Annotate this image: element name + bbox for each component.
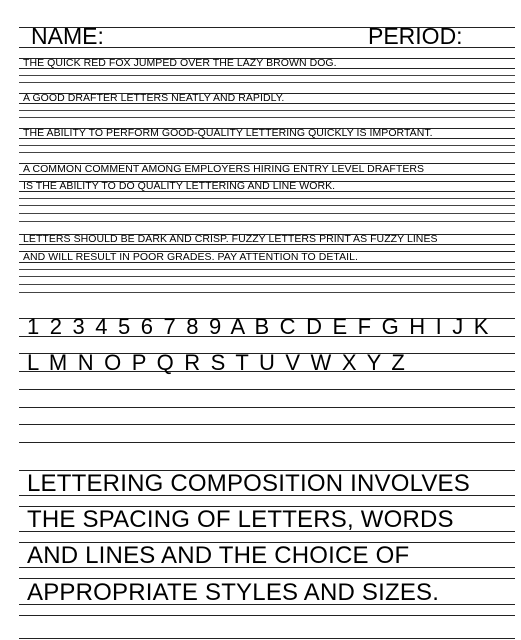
practice-sentence: A GOOD DRAFTER LETTERS NEATLY AND RAPIDLY.	[23, 92, 285, 104]
practice-sentence: THE ABILITY TO PERFORM GOOD-QUALITY LETTERING QUICKLY IS IMPORTANT.	[23, 127, 433, 139]
guide-line	[19, 205, 515, 206]
guide-line	[19, 615, 515, 616]
guide-line	[19, 292, 515, 293]
guide-line	[19, 75, 515, 76]
composition-line: AND LINES AND THE CHOICE OF	[27, 542, 410, 569]
composition-line: APPROPRIATE STYLES AND SIZES.	[27, 579, 440, 606]
guide-line	[19, 284, 515, 285]
composition-line: LETTERING COMPOSITION INVOLVES	[27, 470, 470, 497]
practice-sentence: A COMMON COMMENT AMONG EMPLOYERS HIRING ENTRY LEVEL DRAFTERS	[23, 163, 425, 175]
guide-line	[19, 198, 515, 199]
alphabet-line-1: 1 2 3 4 5 6 7 8 9 A B C D E F G H I J K	[27, 314, 491, 339]
practice-sentence: LETTERS SHOULD BE DARK AND CRISP. FUZZY LETTERS PRINT AS FUZZY LINES	[23, 233, 438, 245]
name-label: NAME:	[31, 23, 104, 49]
guide-line	[19, 110, 515, 111]
guide-line	[19, 152, 515, 153]
guide-line	[19, 145, 515, 146]
composition-line: THE SPACING OF LETTERS, WORDS	[27, 506, 454, 533]
guide-line	[19, 442, 515, 443]
period-label: PERIOD:	[368, 23, 463, 49]
guide-line	[19, 221, 515, 222]
guide-line	[19, 82, 515, 83]
alphabet-line-2: L M N O P Q R S T U V W X Y Z	[27, 350, 408, 375]
guide-line	[19, 424, 515, 425]
practice-sentence: THE QUICK RED FOX JUMPED OVER THE LAZY BROWN DOG.	[23, 57, 337, 69]
guide-line	[19, 213, 515, 214]
guide-line	[19, 276, 515, 277]
guide-line	[19, 389, 515, 390]
guide-line	[19, 269, 515, 270]
guide-line	[19, 117, 515, 118]
guide-line	[19, 638, 515, 639]
guide-line	[19, 407, 515, 408]
practice-sentence: IS THE ABILITY TO DO QUALITY LETTERING AND LINE WORK.	[23, 180, 336, 192]
practice-sentence: AND WILL RESULT IN POOR GRADES. PAY ATTENTION TO DETAIL.	[23, 251, 358, 263]
